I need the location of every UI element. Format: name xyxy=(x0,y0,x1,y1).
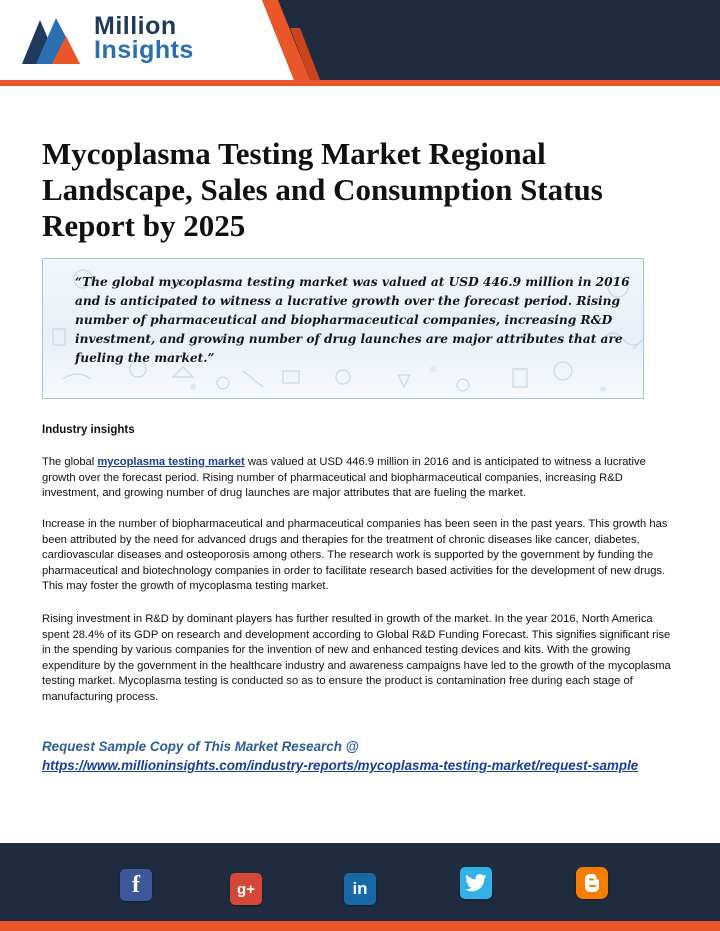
facebook-glyph: f xyxy=(132,871,140,898)
blogger-icon[interactable] xyxy=(576,867,608,899)
quote-banner xyxy=(42,258,644,399)
twitter-bird-icon xyxy=(465,874,487,892)
blogger-b-icon xyxy=(581,872,603,894)
google-plus-glyph: g+ xyxy=(237,880,255,898)
request-sample-label: Request Sample Copy of This Market Research @ xyxy=(42,739,359,754)
linkedin-icon[interactable] xyxy=(344,873,376,905)
market-summary-quote: “The global mycoplasma testing market was valued at USD 446.9 million in 2016 and is anticipated to witness a lucrative growth over the forecast period. Rising number of pharmaceutical and biopharmaceutical companies, increasing R&D investment, and growing number of drug launches are major attributes that are fueling the market.” xyxy=(75,275,630,365)
site-header xyxy=(0,0,720,88)
million-insights-logo-icon[interactable] xyxy=(22,14,80,64)
section-heading-industry-insights: Industry insights xyxy=(42,424,135,436)
request-sample-link[interactable]: https://www.millioninsights.com/industry-reports/mycoplasma-testing-market/request-sample xyxy=(42,758,639,773)
twitter-icon[interactable] xyxy=(460,867,492,899)
paragraph-intro-rest: was valued at USD 446.9 million in 2016 and is anticipated to witness a lucrative growth over the forecast period. Rising number of pharmaceutical and biopharmaceutical companies, increasing R&D investment, and growing number of drug launches are major attributes that are fueling the market. xyxy=(42,456,646,500)
paragraph-intro-lead: The global xyxy=(42,456,98,468)
logo-text-million[interactable]: Million xyxy=(94,12,177,40)
page-title: Mycoplasma Testing Market Regional Landscape, Sales and Consumption Status Report by 2025 xyxy=(42,136,603,243)
paragraph-growth-drivers: Increase in the number of biopharmaceutical and pharmaceutical companies has been seen in the past years. This growth has been attributed by the need for advanced drugs and therapies for the treatment of chronic diseases like cancer, diabetes, cardiovascular diseases and osteoporosis among others. The research work is supported by the government by funding the pharmaceutical and biotechnology companies in order to facilitate research based activities for the development of new drugs. This may foster the growth of mycoplasma testing market. xyxy=(42,518,668,593)
logo-text-insights[interactable]: Insights xyxy=(94,36,194,64)
header-orange-bar xyxy=(0,80,720,86)
linkedin-glyph: in xyxy=(352,879,368,898)
paragraph-rd-investment: Rising investment in R&D by dominant players has further resulted in growth of the market. In the year 2016, North America spent 28.4% of its GDP on research and development according to Global R&D Funding Forecast. This signifies significant rise in the spending by various companies for the invention of new and enhanced testing devices and kits. With the growing expenditure by the government in the healthcare industry and awareness campaigns have led to the growth of the mycoplasma testing market. Mycoplasma testing is conducted so as to ensure the product is contamination free during each stage of manufacturing process. xyxy=(42,613,671,703)
mycoplasma-testing-market-link[interactable]: mycoplasma testing market xyxy=(97,456,245,468)
google-plus-icon[interactable] xyxy=(230,873,262,905)
paragraph-intro xyxy=(42,455,678,502)
facebook-icon[interactable] xyxy=(120,869,152,901)
footer-orange-bar xyxy=(0,921,720,931)
site-footer xyxy=(0,843,720,931)
